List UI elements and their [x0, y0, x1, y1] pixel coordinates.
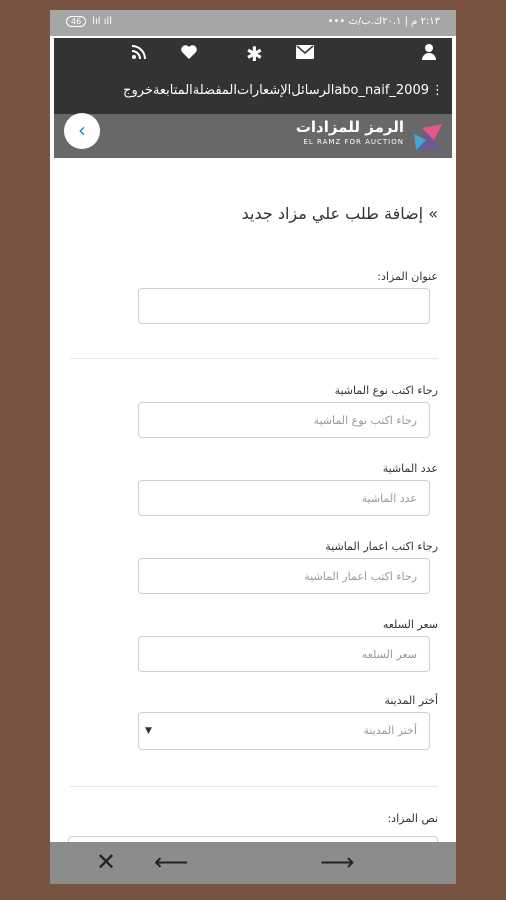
username-link[interactable]: abo_naif_2009	[334, 82, 429, 98]
page-title: » إضافة طلب علي مزاد جديد	[241, 204, 438, 223]
chevron-left-icon: ‹	[78, 118, 86, 142]
livestock-count-input[interactable]	[138, 480, 430, 516]
livestock-count-label: عدد الماشية	[382, 462, 438, 475]
rss-icon[interactable]	[132, 44, 146, 63]
heart-icon[interactable]	[180, 44, 198, 64]
more-icon[interactable]: ⋮	[431, 82, 444, 98]
city-select[interactable]	[138, 712, 430, 750]
menu-item-notifications[interactable]: الإشعارات	[237, 82, 292, 98]
menu-item-logout[interactable]: خروج	[123, 82, 153, 98]
arrow-back-icon[interactable]: ⟵	[154, 848, 189, 876]
divider	[70, 358, 438, 359]
caret-down-icon: ▼	[145, 726, 152, 736]
auction-title-input[interactable]	[138, 288, 430, 324]
bottom-navigation	[50, 842, 456, 884]
back-button[interactable]	[64, 113, 100, 149]
add-auction-form	[50, 160, 456, 840]
network-badge: 46	[66, 16, 86, 27]
price-label: سعر السلعه	[382, 618, 438, 631]
city-select-value: أختر المدينة	[363, 724, 417, 737]
menu-item-messages[interactable]: الرسائل	[291, 82, 335, 98]
user-menu	[62, 78, 444, 102]
close-icon[interactable]: ✕	[96, 848, 117, 876]
user-icon[interactable]	[422, 44, 436, 64]
status-time: ٢:١٣ م | ٢٠.١ك.ب/ث	[348, 16, 440, 27]
livestock-type-label: رجاء اكتب نوع الماشية	[334, 384, 438, 397]
livestock-type-input[interactable]	[138, 402, 430, 438]
livestock-ages-input[interactable]	[138, 558, 430, 594]
divider	[70, 786, 438, 787]
livestock-ages-label: رجاء اكتب اعمار الماشية	[325, 540, 438, 553]
auction-title-label: عنوان المزاد:	[377, 270, 438, 283]
status-dots: •••	[327, 16, 346, 27]
city-label: أختر المدينة	[384, 694, 438, 707]
signal-icon: lıl ıll	[92, 16, 113, 27]
menu-item-favorites[interactable]: المفضلة	[192, 82, 237, 98]
auction-text-label: نص المزاد:	[387, 812, 438, 825]
status-bar	[50, 10, 456, 36]
brand-logo-icon	[412, 120, 444, 152]
arrow-forward-icon[interactable]: ⟶	[320, 848, 355, 876]
asterisk-icon[interactable]: ✱	[246, 42, 263, 66]
mail-icon[interactable]	[296, 44, 314, 63]
brand-name: الرمز للمزادات EL RAMZ FOR AUCTION	[295, 118, 404, 146]
phone-screen	[50, 10, 456, 884]
brand-bar	[54, 114, 452, 158]
top-navigation	[54, 38, 452, 114]
price-input[interactable]	[138, 636, 430, 672]
menu-item-following[interactable]: المتابعة	[152, 82, 193, 98]
